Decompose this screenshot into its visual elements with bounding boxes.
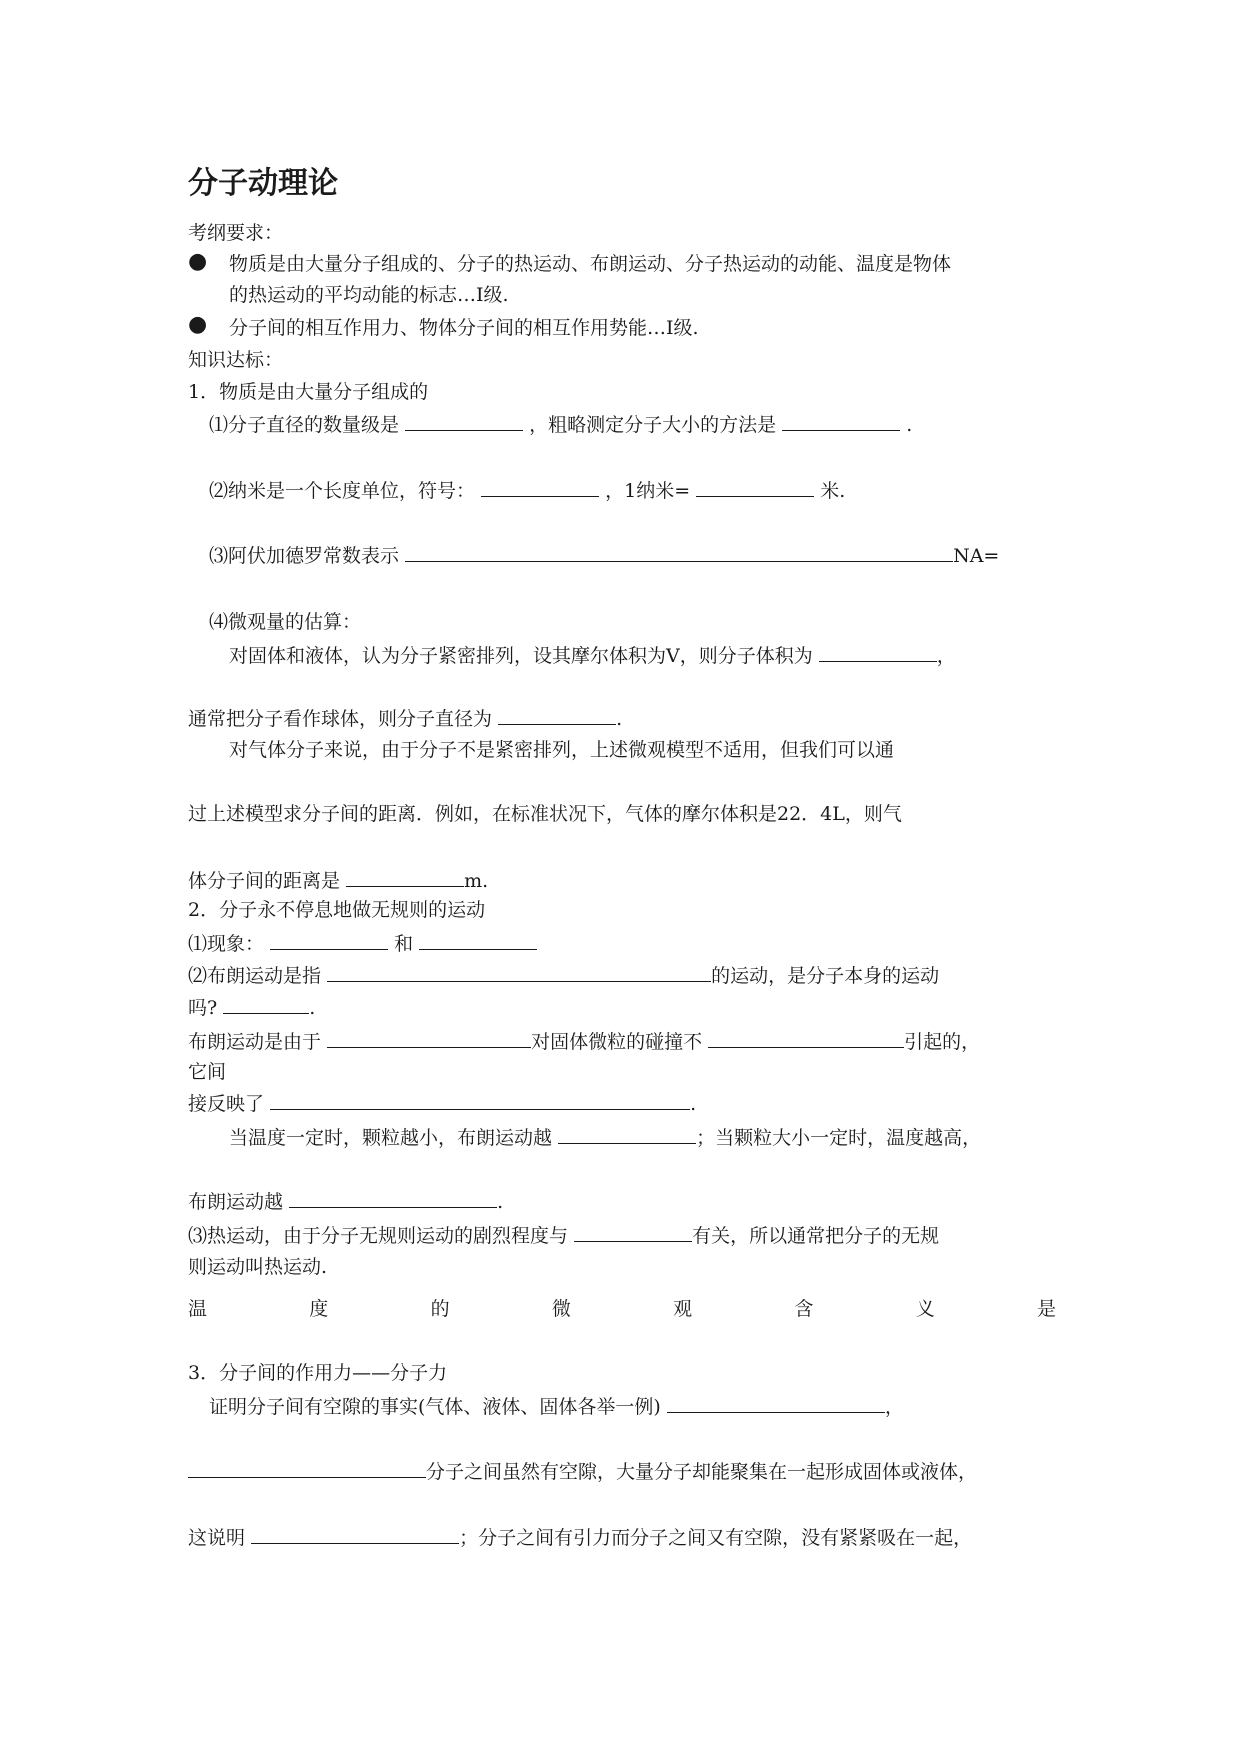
question-text: 和 [394,933,414,955]
question-1-2 [209,478,845,502]
question-2-2-line-6 [229,1125,981,1149]
bullet-1-line-2: 的热运动的平均动能的标志…Ⅰ级. [229,284,509,306]
spread-char: 温 [188,1298,208,1320]
bullet-2-line-1: 分子间的相互作用力、物体分子间的相互作用势能…Ⅰ级. [229,317,699,339]
section-3-heading: 3．分子间的作用力——分子力 [188,1362,448,1384]
question-text: 布朗运动越 [188,1191,284,1213]
question-2-2-line-5 [188,1091,696,1115]
question-text: ；分子之间有引力而分子之间又有空隙，没有紧紧吸在一起， [459,1527,973,1549]
answer-blank[interactable] [346,868,464,887]
answer-blank[interactable] [481,478,599,497]
answer-blank[interactable] [558,1125,696,1144]
answer-blank[interactable] [819,643,937,662]
question-3-3 [188,1525,972,1549]
question-2-3-line-2: 则运动叫热运动. [188,1256,328,1278]
question-1-4: ⑷微观量的估算： [209,611,362,633]
spread-char: 的 [430,1298,450,1320]
bullet-icon: ● [188,249,208,274]
question-text: 的运动，是分子本身的运动 [711,965,940,987]
spread-char: 微 [551,1298,571,1320]
question-text: . [497,1191,504,1213]
question-text: ⑴分子直径的数量级是 [209,414,400,436]
question-text: 体分子间的距离是 [188,870,341,892]
question-text: 对固体微粒的碰撞不 [531,1031,703,1053]
answer-blank[interactable] [405,543,953,562]
question-3-1 [209,1394,904,1418]
question-1-4-line-1 [229,643,956,667]
question-text: . [616,708,623,730]
question-text: 米. [820,480,846,502]
answer-blank[interactable] [289,1189,497,1208]
question-2-2-line-4: 它间 [188,1061,227,1083]
question-1-4-line-2 [188,706,622,730]
section-2-heading: 2．分子永不停息地做无规则的运动 [188,899,486,921]
answer-blank[interactable] [782,412,900,431]
question-text: ⑵布朗运动是指 [188,965,322,987]
question-text: 接反映了 [188,1093,265,1115]
answer-blank[interactable] [327,963,711,982]
question-1-3 [209,543,999,567]
question-2-3 [188,1223,939,1247]
question-text: ；当颗粒大小一定时，温度越高， [696,1127,982,1149]
question-text: ⑶热运动，由于分子无规则运动的剧烈程度与 [188,1225,569,1247]
bullet-1-line-1: 物质是由大量分子组成的、分子的热运动、布朗运动、分子热运动的动能、温度是物体 [229,253,952,275]
question-text: ， [884,1396,904,1418]
question-1-4-line-4: 过上述模型求分子间的距离．例如，在标准状况下，气体的摩尔体积是22．4L，则气 [188,803,902,825]
question-2-2 [188,963,939,987]
question-text: 有关，所以通常把分子的无规 [692,1225,940,1247]
answer-blank[interactable] [696,478,814,497]
question-1-4-line-3: 对气体分子来说，由于分子不是紧密排列，上述微观模型不适用，但我们可以通 [229,739,895,761]
spread-char: 义 [915,1298,935,1320]
question-2-2-line-3 [188,1029,980,1053]
question-text: 分子之间虽然有空隙，大量分子却能聚集在一起形成固体或液体， [426,1461,978,1483]
answer-blank[interactable] [188,1459,426,1478]
question-text: . [690,1093,697,1115]
question-text: 当温度一定时，颗粒越小，布朗运动越 [229,1127,553,1149]
question-2-2-line-2 [188,995,315,1019]
question-text: ⑶阿伏加德罗常数表示 [209,545,400,567]
spread-char: 是 [1036,1298,1056,1320]
knowledge-heading: 知识达标： [188,349,284,371]
question-2-3-line-3 [188,1298,1056,1320]
answer-blank[interactable] [270,931,388,950]
spread-char: 观 [673,1298,693,1320]
answer-blank[interactable] [405,412,523,431]
answer-blank[interactable] [708,1029,904,1048]
question-text: 对固体和液体，认为分子紧密排列，设其摩尔体积为V，则分子体积为 [229,645,813,667]
outline-heading: 考纲要求： [188,222,284,244]
question-text: 通常把分子看作球体，则分子直径为 [188,708,493,730]
question-2-2-line-7 [188,1189,503,1213]
question-1-4-line-5 [188,868,488,892]
answer-blank[interactable] [498,706,616,725]
question-text: . [309,997,316,1019]
section-1-heading: 1．物质是由大量分子组成的 [188,381,429,403]
question-text: ⑴现象： [188,933,265,955]
question-text: 证明分子间有空隙的事实(气体、液体、固体各举一例) [209,1396,661,1418]
question-3-2 [188,1459,977,1483]
answer-blank[interactable] [419,931,537,950]
answer-blank[interactable] [270,1091,690,1110]
answer-blank[interactable] [223,995,309,1014]
question-text: ，1纳米= [605,480,691,502]
question-text: . [906,414,913,436]
answer-blank[interactable] [327,1029,531,1048]
question-text: ⑵纳米是一个长度单位，符号： [209,480,476,502]
question-2-1 [188,931,537,955]
spread-char: 含 [794,1298,814,1320]
question-text: 布朗运动是由于 [188,1031,322,1053]
question-text: NA= [953,545,1000,567]
answer-blank[interactable] [574,1223,692,1242]
bullet-icon: ● [188,312,208,337]
spread-char: 度 [309,1298,329,1320]
question-text: 这说明 [188,1527,246,1549]
answer-blank[interactable] [667,1394,885,1413]
question-text: m. [464,870,489,892]
question-text: ， [936,645,956,667]
question-text: 吗? [188,997,218,1019]
answer-blank[interactable] [251,1525,459,1544]
question-text: ，粗略测定分子大小的方法是 [529,414,777,436]
question-1-1 [209,412,912,436]
question-text: 引起的， [904,1031,981,1053]
page-title: 分子动理论 [188,166,338,201]
